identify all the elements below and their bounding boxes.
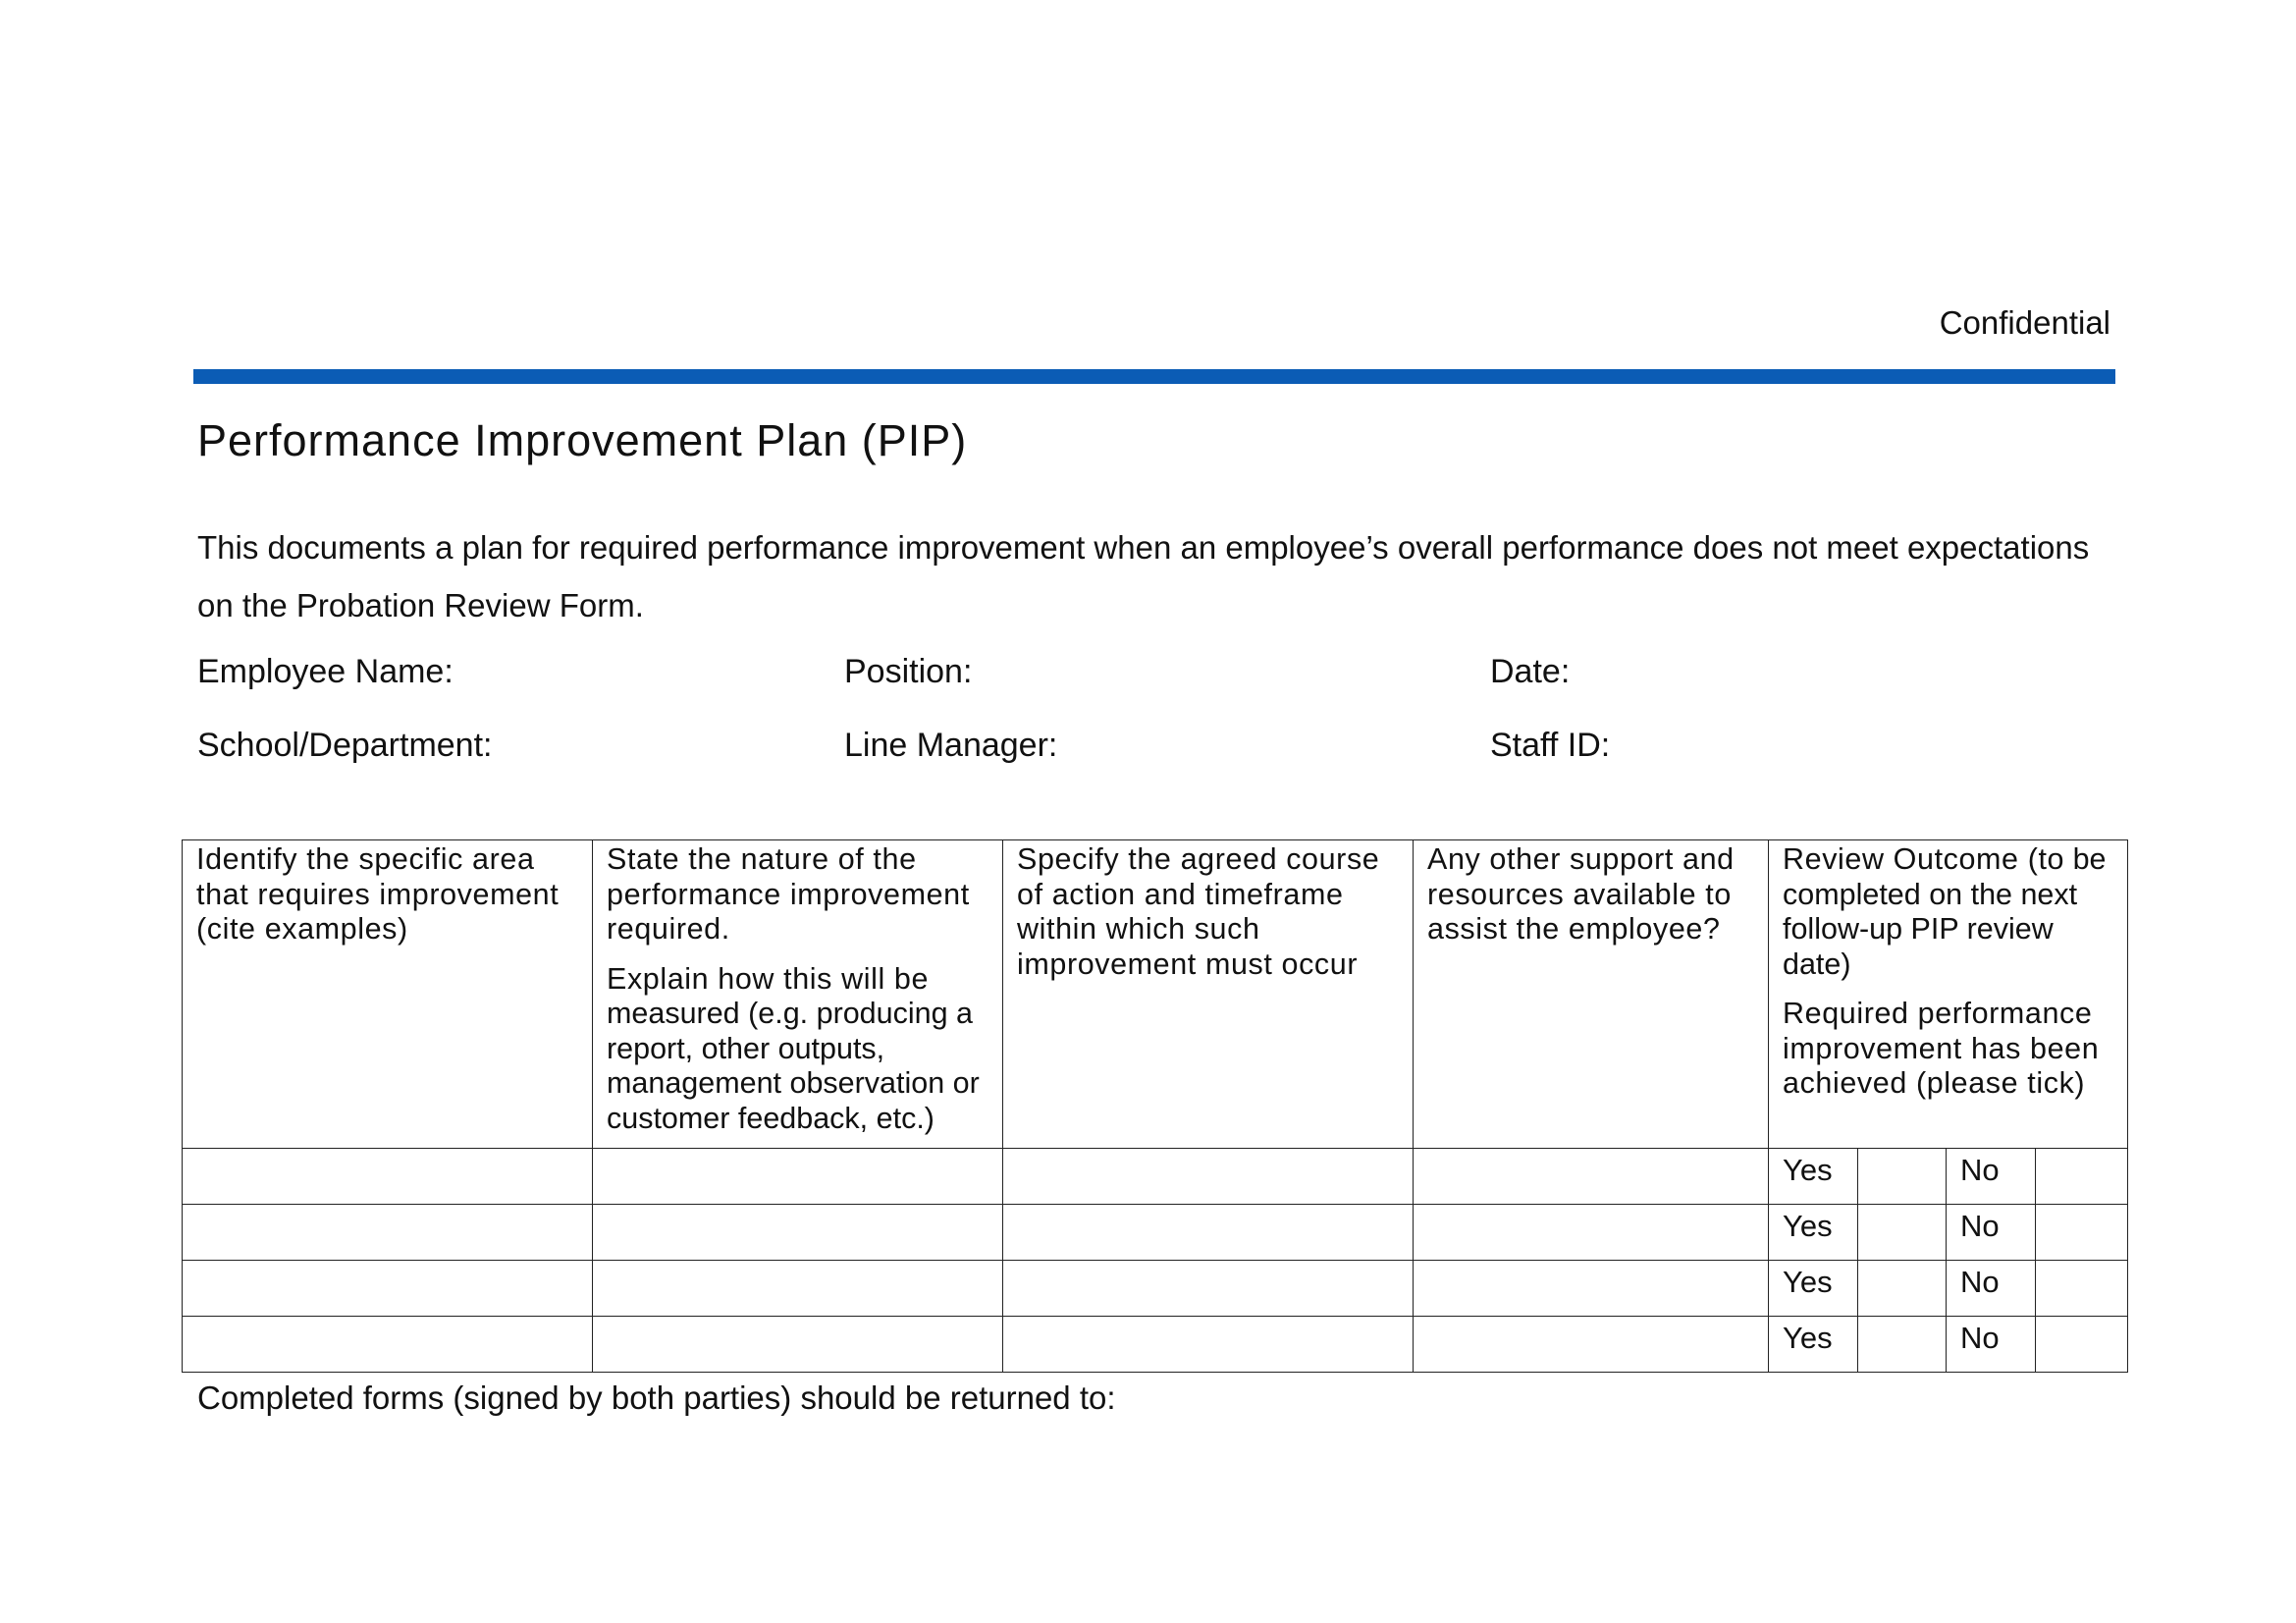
staff-id-label: Staff ID: <box>1490 727 1611 764</box>
table-row <box>183 1149 2128 1205</box>
yes-label: Yes <box>1769 1205 1858 1261</box>
pip-table <box>182 839 2128 1373</box>
specific-area-cell[interactable] <box>183 1261 593 1317</box>
header-course-of-action <box>1003 840 1414 1149</box>
nature-cell[interactable] <box>593 1261 1003 1317</box>
header-measurement-text <box>607 962 988 1137</box>
specific-area-cell[interactable] <box>183 1317 593 1373</box>
no-label: No <box>1947 1261 2036 1317</box>
header-specific-area-examples: (cite examples) <box>196 912 408 946</box>
header-specific-area <box>183 840 593 1149</box>
support-cell[interactable] <box>1414 1149 1769 1205</box>
yes-tick-box[interactable] <box>1858 1261 1947 1317</box>
intro-text: This documents a plan for required performance improvement when an employee’s overall performance does not meet expectations on the Probation Review Form. <box>197 529 2090 623</box>
yes-tick-box[interactable] <box>1858 1149 1947 1205</box>
header-measurement-detail: measured (e.g. producing a report, other outputs, management observation or customer feedback, etc.) <box>607 997 980 1135</box>
header-specific-area-text: Identify the specific area that requires improvement <box>196 842 560 911</box>
yes-label: Yes <box>1769 1317 1858 1373</box>
header-support-text: Any other support and resources available to assist the employee? <box>1427 842 1735 946</box>
no-tick-box[interactable] <box>2036 1149 2128 1205</box>
no-label: No <box>1947 1149 2036 1205</box>
confidential-label: Confidential <box>1939 304 2110 341</box>
support-cell[interactable] <box>1414 1205 1769 1261</box>
header-nature-of-improvement <box>593 840 1003 1149</box>
yes-label: Yes <box>1769 1149 1858 1205</box>
header-other-support <box>1414 840 1769 1149</box>
no-tick-box[interactable] <box>2036 1317 2128 1373</box>
header-review-outcome-detail: be completed on the next follow-up PIP review date) <box>1783 842 2107 981</box>
support-cell[interactable] <box>1414 1261 1769 1317</box>
nature-cell[interactable] <box>593 1205 1003 1261</box>
no-label: No <box>1947 1205 2036 1261</box>
table-header-row <box>183 840 2128 1149</box>
position-label: Position: <box>844 653 973 690</box>
date-label: Date: <box>1490 653 1571 690</box>
table-row <box>183 1261 2128 1317</box>
employee-name-label: Employee Name: <box>197 653 454 690</box>
header-review-outcome <box>1769 840 2128 1149</box>
nature-cell[interactable] <box>593 1317 1003 1373</box>
header-review-outcome-intro: Review Outcome (to <box>1783 842 2065 876</box>
header-rule <box>193 369 2115 384</box>
footer-return-note: Completed forms (signed by both parties) should be returned to: <box>197 1380 1116 1416</box>
course-of-action-cell[interactable] <box>1003 1149 1414 1205</box>
no-tick-box[interactable] <box>2036 1261 2128 1317</box>
yes-tick-box[interactable] <box>1858 1205 1947 1261</box>
header-course-text: Specify the agreed course of action and timeframe within which such improvement must occur <box>1017 842 1380 981</box>
no-label: No <box>1947 1317 2036 1373</box>
yes-tick-box[interactable] <box>1858 1317 1947 1373</box>
header-achieved-text: Required performance improvement has been achieved (please tick) <box>1783 997 2100 1100</box>
no-tick-box[interactable] <box>2036 1205 2128 1261</box>
yes-label: Yes <box>1769 1261 1858 1317</box>
specific-area-cell[interactable] <box>183 1205 593 1261</box>
table-row <box>183 1317 2128 1373</box>
nature-cell[interactable] <box>593 1149 1003 1205</box>
course-of-action-cell[interactable] <box>1003 1317 1414 1373</box>
school-department-label: School/Department: <box>197 727 493 764</box>
course-of-action-cell[interactable] <box>1003 1261 1414 1317</box>
line-manager-label: Line Manager: <box>844 727 1058 764</box>
page-title: Performance Improvement Plan (PIP) <box>197 415 968 465</box>
table-row <box>183 1205 2128 1261</box>
support-cell[interactable] <box>1414 1317 1769 1373</box>
header-nature-text: State the nature of the performance improvement required. <box>607 842 970 946</box>
course-of-action-cell[interactable] <box>1003 1205 1414 1261</box>
header-measurement-intro: Explain how this will be <box>607 961 930 996</box>
header-review-outcome-text <box>1783 842 2113 982</box>
specific-area-cell[interactable] <box>183 1149 593 1205</box>
